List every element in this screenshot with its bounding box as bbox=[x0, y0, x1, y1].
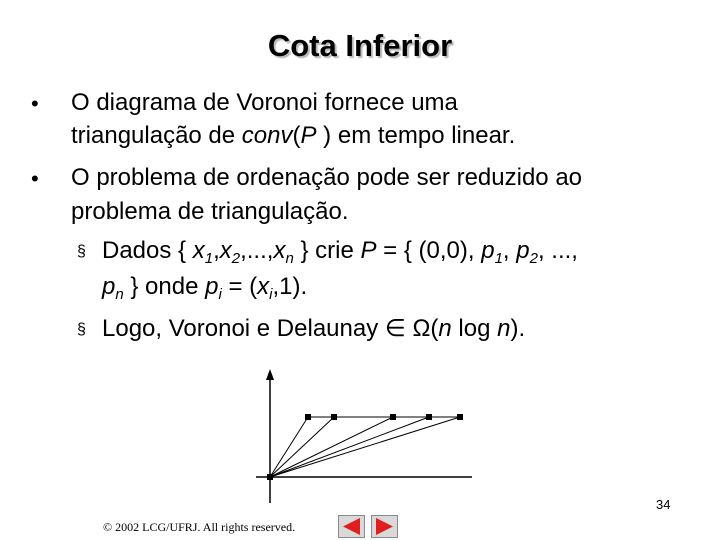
bullet-1-line-2: triangulação de conv(P ) em tempo linear. bbox=[71, 122, 516, 149]
point-p2 bbox=[331, 414, 337, 420]
copyright-notice: © 2002 LCG/UFRJ. All rights reserved. bbox=[103, 520, 296, 534]
sub-bullet-1-line-1: Dados { $x_1,x_2,...,x_n$ } crie P = { (0,0), $p_1$, $p_2$, ..., bbox=[102, 237, 578, 267]
point-p3 bbox=[390, 414, 396, 420]
point-p1 bbox=[305, 414, 311, 420]
triangulation-diagram bbox=[250, 365, 480, 505]
edge bbox=[270, 417, 460, 477]
sub-bullet-2-marker: § bbox=[77, 321, 86, 338]
origin-point bbox=[267, 474, 273, 480]
bullet-1-marker: • bbox=[31, 91, 39, 116]
axis-arrow-icon bbox=[266, 369, 274, 380]
sub-bullet-1-line-2: $p_n$ } onde $p_i = (x_i,1)$. bbox=[102, 273, 308, 303]
bullet-2-line-2: problema de triangulação. bbox=[71, 198, 349, 225]
point-p5 bbox=[457, 414, 463, 420]
bullet-2-marker: • bbox=[31, 166, 39, 191]
point-p4 bbox=[426, 414, 432, 420]
edge bbox=[270, 417, 429, 477]
bullet-2-line-1: O problema de ordenação pode ser reduzido ao bbox=[71, 164, 583, 191]
bullet-1-line-1: O diagrama de Voronoi fornece uma bbox=[71, 89, 458, 116]
sub-bullet-1-marker: § bbox=[77, 243, 86, 260]
next-slide-button[interactable] bbox=[371, 515, 398, 538]
slide-title: Cota Inferior bbox=[267, 28, 453, 63]
triangulation-edges bbox=[270, 417, 460, 477]
prev-slide-button[interactable] bbox=[338, 515, 365, 538]
page-number: 34 bbox=[656, 497, 671, 512]
sub-bullet-2-line-1: Logo, Voronoi e Delaunay ∈ Ω(n log n). bbox=[102, 315, 526, 342]
